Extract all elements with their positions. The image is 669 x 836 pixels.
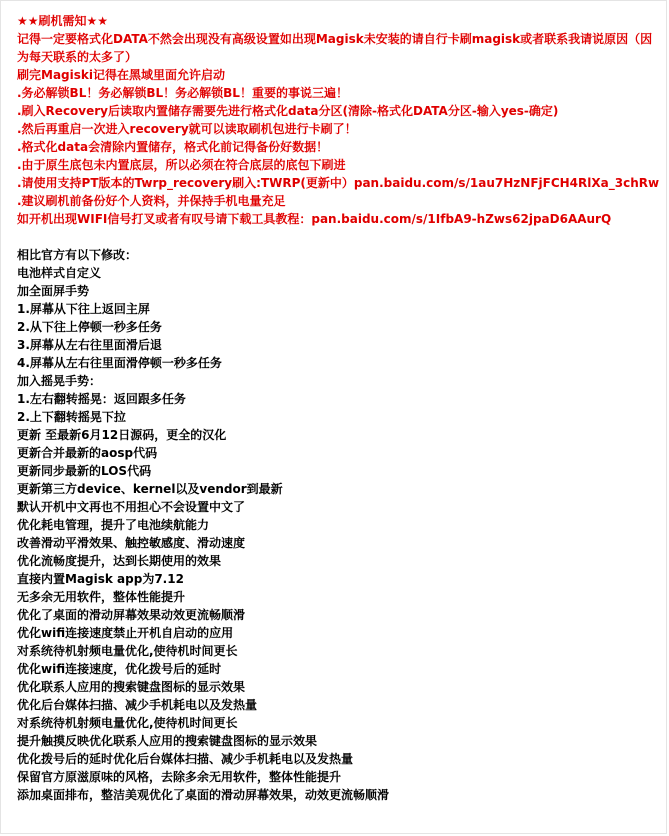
change-item: 优化wifi连接速度禁止开机自启动的应用 (17, 626, 234, 640)
change-item: 1.左右翻转摇晃：返回跟多任务 (17, 392, 186, 406)
notice-line: .刷入Recovery后读取内置储存需要先进行格式化data分区(清除-格式化DATA分区-输入yes-确定) (17, 104, 559, 118)
post-content (17, 12, 660, 804)
change-item: 加入摇晃手势： (17, 374, 102, 388)
notice-intro: 记得一定要格式化DATA不然会出现没有高级设置如出现Magisk未安装的请自行卡刷magisk或者联系我请说原因（因为每天联系的太多了） (17, 32, 653, 64)
change-item: 优化联系人应用的搜索键盘图标的显示效果 (17, 680, 246, 694)
notice-line: .然后再重启一次进入recovery就可以读取刷机包进行卡刷了！ (17, 122, 357, 136)
change-item: 直接内置Magisk app为7.12 (17, 572, 184, 586)
change-item: 3.屏幕从左右往里面滑后退 (17, 338, 162, 352)
notice-line: 刷完Magiski记得在黑域里面允许启动 (17, 68, 225, 82)
change-item: 提升触摸反映优化联系人应用的搜索键盘图标的显示效果 (17, 734, 318, 748)
notice-line: .建议刷机前备份好个人资料，并保持手机电量充足 (17, 194, 286, 208)
notice-line: .务必解锁BL！务必解锁BL！务必解锁BL！重要的事说三遍！ (17, 86, 348, 100)
change-item: 对系统待机射频电量优化,使待机时间更长 (17, 716, 238, 730)
notice-list (17, 66, 660, 228)
change-item: 加全面屏手势 (17, 284, 90, 298)
change-item: 1.屏幕从下往上返回主屏 (17, 302, 150, 316)
change-item: 4.屏幕从左右往里面滑停顿一秒多任务 (17, 356, 222, 370)
change-item: 添加桌面排布，整洁美观优化了桌面的滑动屏幕效果，动效更流畅顺滑 (17, 788, 390, 802)
change-item: 优化后台媒体扫描、减少手机耗电以及发热量 (17, 698, 258, 712)
change-item: 保留官方原滋原味的风格，去除多余无用软件，整体性能提升 (17, 770, 342, 784)
changes-heading: 相比官方有以下修改： (17, 248, 138, 262)
change-item: 对系统待机射频电量优化,使待机时间更长 (17, 644, 238, 658)
changes-list (17, 246, 657, 804)
change-item: 更新第三方device、kernel以及vendor到最新 (17, 482, 283, 496)
change-item: 2.上下翻转摇晃下拉 (17, 410, 126, 424)
change-item: 优化耗电管理，提升了电池续航能力 (17, 518, 210, 532)
section-gap (17, 228, 657, 246)
change-item: 更新合并最新的aosp代码 (17, 446, 158, 460)
twrp-download-line: .请使用支持PT版本的Twrp_recovery刷入:TWRP(更新中）pan.baidu.com/s/1au7HzNFjFCH4RlXa_3chRw (17, 176, 660, 190)
change-item: 优化流畅度提升，达到长期使用的效果 (17, 554, 222, 568)
notice-line: .格式化data会清除内置储存，格式化前记得备份好数据！ (17, 140, 329, 154)
wifi-fix-line: 如开机出现WIFI信号打叉或者有叹号请下载工具教程：pan.baidu.com/s/1IfbA9-hZws62jpaD6AAurQ (17, 212, 612, 226)
notice-title: ★★刷机需知★★ (17, 14, 109, 28)
change-item: 电池样式自定义 (17, 266, 102, 280)
change-item: 默认开机中文再也不用担心不会设置中文了 (17, 500, 246, 514)
change-item: 改善滑动平滑效果、触控敏感度、滑动速度 (17, 536, 246, 550)
change-item: 更新 至最新6月12日源码，更全的汉化 (17, 428, 227, 442)
change-item: 优化wifi连接速度，优化拨号后的延时 (17, 662, 222, 676)
change-item: 无多余无用软件，整体性能提升 (17, 590, 186, 604)
change-item: 优化了桌面的滑动屏幕效果动效更流畅顺滑 (17, 608, 246, 622)
notice-line: .由于原生底包未内置底层，所以必须在符合底层的底包下刷进 (17, 158, 346, 172)
change-item: 更新同步最新的LOS代码 (17, 464, 152, 478)
change-item: 优化拨号后的延时优化后台媒体扫描、减少手机耗电以及发热量 (17, 752, 354, 766)
change-item: 2.从下往上停顿一秒多任务 (17, 320, 162, 334)
